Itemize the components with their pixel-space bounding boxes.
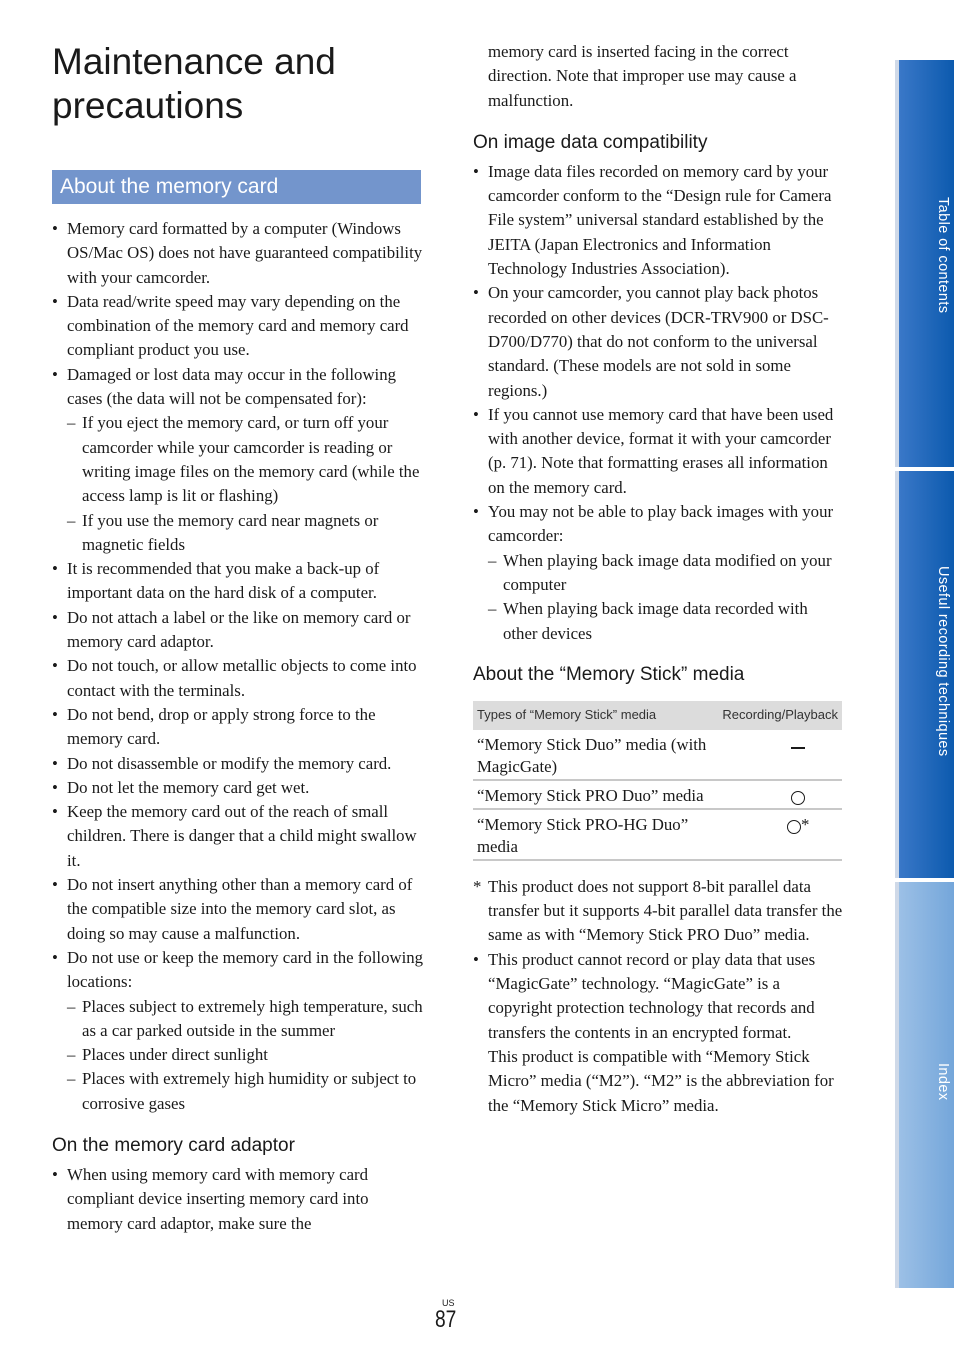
page-title-line2: precautions — [52, 85, 244, 126]
page-title-line1: Maintenance and — [52, 41, 336, 82]
list-item: • Memory card formatted by a computer (Windows OS/Mac OS) does not have guaranteed compatibility with your camcorder. — [52, 217, 424, 290]
memory-stick-table — [473, 701, 842, 861]
list-item: • Do not bend, drop or apply strong force to the memory card. — [52, 703, 424, 752]
list-item: – When playing back image data recorded with other devices — [473, 597, 843, 646]
magicgate-list — [473, 948, 843, 1045]
list-item: • Do not let the memory card get wet. — [52, 776, 424, 800]
playback-cases-list — [473, 549, 843, 646]
section-heading-memory-card: About the memory card — [52, 170, 421, 204]
list-item: • On your camcorder, you cannot play back photos recorded on other devices (DCR-TRV900 or DSC-D700/D770) that do not conform to the universal standard. (These models are not sold in some regions.) — [473, 281, 843, 402]
media-name-cell: “Memory Stick PRO-HG Duo” media — [473, 809, 718, 860]
list-item: • Do not insert anything other than a memory card of the compatible size into the memory card slot, as doing so may cause a malfunction. — [52, 873, 424, 946]
compatibility-heading: On image data compatibility — [473, 131, 708, 153]
list-item: • You may not be able to play back images with your camcorder: — [473, 500, 843, 549]
list-item: – Places under direct sunlight — [52, 1043, 424, 1067]
list-item: • Do not disassemble or modify the memory card. — [52, 752, 424, 776]
right-column — [473, 40, 843, 1118]
list-item: – When playing back image data modified on your computer — [473, 549, 843, 598]
list-item: • Data read/write speed may vary depending on the combination of the memory card and memory card compliant product you use. — [52, 290, 424, 363]
storage-locations-list — [52, 995, 424, 1116]
memory-stick-micro-note: This product is compatible with “Memory Stick Micro” media (“M2”). “M2” is the abbreviation for the “Memory Stick Micro” media. — [488, 1046, 834, 1115]
list-item: • When using memory card with memory card compliant device inserting memory card into memory card adaptor, make sure the — [52, 1163, 424, 1236]
list-item: • It is recommended that you make a back-up of important data on the hard disk of a computer. — [52, 557, 424, 606]
media-name-cell: “Memory Stick Duo” media (with MagicGate) — [473, 730, 718, 780]
list-item: • Do not attach a label or the like on memory card or memory card adaptor. — [52, 606, 424, 655]
tab-table-of-contents[interactable] — [895, 60, 954, 467]
supported-circle-icon — [791, 791, 805, 805]
region-code: US — [442, 1298, 455, 1308]
list-item: • Damaged or lost data may occur in the following cases (the data will not be compensated for): — [52, 363, 424, 412]
adaptor-list — [52, 1163, 424, 1236]
list-item: – If you eject the memory card, or turn off your camcorder while your camcorder is reading or writing image files on the memory card (while the access lamp is lit or flashing) — [52, 411, 424, 508]
footnote-marker: * — [800, 814, 810, 834]
list-item: • If you cannot use memory card that have been used with another device, format it with your camcorder (p. 71). Note that formatting erases all information on the memory card. — [473, 403, 843, 500]
page-title — [52, 40, 336, 128]
tab-useful-recording-techniques-label: Useful recording techniques — [935, 566, 951, 757]
supported-circle-icon — [787, 820, 801, 834]
list-item: – Places with extremely high humidity or subject to corrosive gases — [52, 1067, 424, 1116]
list-item: • Do not touch, or allow metallic objects to come into contact with the terminals. — [52, 654, 424, 703]
list-item: • Do not use or keep the memory card in the following locations: — [52, 946, 424, 995]
table-row — [473, 809, 842, 860]
column-header-media-type: Types of “Memory Stick” media — [473, 701, 718, 730]
list-item: • Image data files recorded on memory card by your camcorder conform to the “Design rule for Camera File system” universal standard established by the JEITA (Japan Electronics and Information Technology Industries Association). — [473, 160, 843, 281]
list-item: • This product cannot record or play data that uses “MagicGate” technology. “MagicGate” is a copyright protection technology that records and transfers the contents in an encrypted format. — [473, 948, 843, 1045]
support-symbol-cell — [718, 730, 842, 780]
not-supported-dash-icon — [791, 747, 805, 749]
memory-card-list-b — [52, 557, 424, 994]
table-header-row — [473, 701, 842, 730]
compatibility-list — [473, 160, 843, 549]
tab-table-of-contents-label: Table of contents — [935, 197, 951, 314]
memory-stick-heading: About the “Memory Stick” media — [473, 663, 745, 685]
memory-card-list-a — [52, 217, 424, 411]
support-symbol-cell — [718, 809, 842, 860]
tab-useful-recording-techniques[interactable] — [895, 471, 954, 878]
list-item: • Keep the memory card out of the reach of small children. There is danger that a child might swallow it. — [52, 800, 424, 873]
adaptor-continued-text: memory card is inserted facing in the correct direction. Note that improper use may cause a malfunction. — [488, 42, 797, 110]
list-item: – If you use the memory card near magnets or magnetic fields — [52, 509, 424, 558]
tab-index-label: Index — [935, 1063, 951, 1101]
table-row — [473, 780, 842, 809]
left-column — [52, 217, 424, 1236]
support-symbol-cell — [718, 780, 842, 809]
media-name-cell: “Memory Stick PRO Duo” media — [473, 780, 718, 809]
adaptor-heading: On the memory card adaptor — [52, 1134, 295, 1156]
tab-index[interactable] — [895, 882, 954, 1288]
table-row — [473, 730, 842, 780]
data-loss-cases-list — [52, 411, 424, 557]
column-header-recording-playback: Recording/Playback — [718, 701, 842, 730]
page-number: 87 — [435, 1306, 457, 1333]
table-footnote: * This product does not support 8-bit parallel data transfer but it supports 4-bit parallel data transfer the same as with “Memory Stick PRO Duo” media. — [473, 875, 843, 948]
list-item: – Places subject to extremely high temperature, such as a car parked outside in the summer — [52, 995, 424, 1044]
